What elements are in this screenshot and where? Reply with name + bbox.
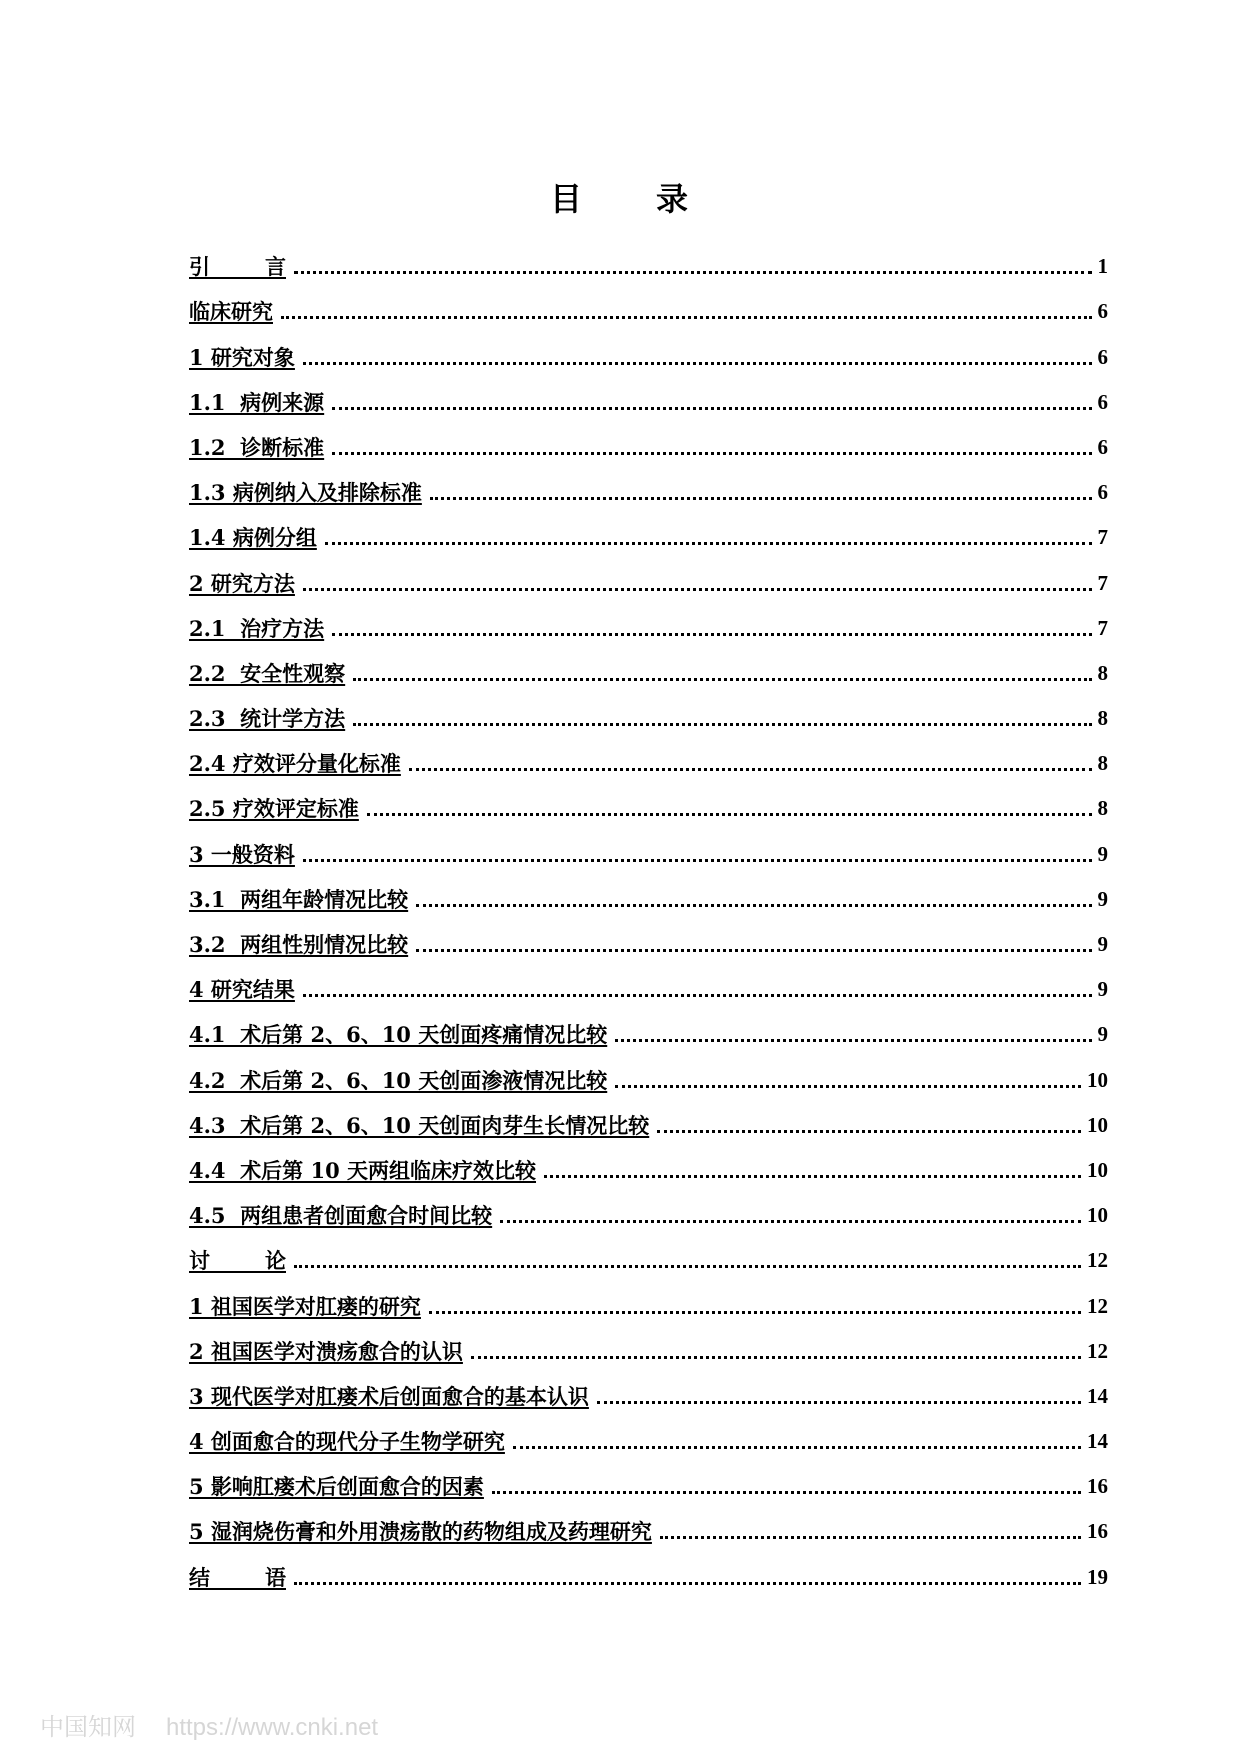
toc-entry-label[interactable]: 1.4 病例分组	[189, 525, 317, 551]
dot-leader	[332, 452, 1091, 455]
dot-leader	[303, 994, 1092, 997]
dot-leader	[325, 542, 1092, 545]
dot-leader	[430, 497, 1092, 500]
toc-entry-label[interactable]: 4.1 术后第 2、6、10 天创面疼痛情况比较	[189, 1022, 608, 1048]
toc-entry-page-number: 6	[1097, 344, 1108, 369]
toc-entry-label[interactable]: 3.2 两组性别情况比较	[189, 932, 409, 957]
toc-entry[interactable]	[189, 1325, 1108, 1370]
toc-entry[interactable]	[189, 963, 1108, 1008]
page-title	[0, 174, 1240, 220]
toc-entry[interactable]	[189, 466, 1108, 511]
toc-entry[interactable]	[189, 1279, 1108, 1324]
toc-entry[interactable]	[189, 1550, 1108, 1595]
dot-leader	[500, 1220, 1081, 1223]
toc-entry-page-number: 14	[1087, 1429, 1108, 1454]
dot-leader	[294, 1265, 1081, 1268]
dot-leader	[657, 1130, 1081, 1133]
toc-entry[interactable]	[189, 1460, 1108, 1505]
toc-entry-label[interactable]: 1 研究对象	[189, 344, 295, 370]
table-of-contents	[189, 240, 1108, 1596]
toc-entry-label[interactable]: 1 祖国医学对肛瘘的研究	[189, 1293, 421, 1319]
toc-entry-page-number: 10	[1087, 1112, 1108, 1137]
toc-entry-page-number: 6	[1097, 434, 1108, 459]
toc-entry[interactable]	[189, 1144, 1108, 1189]
dot-leader	[416, 904, 1091, 907]
toc-entry-page-number: 9	[1097, 932, 1108, 956]
toc-entry-page-number: 1	[1097, 254, 1108, 279]
toc-entry-page-number: 6	[1097, 480, 1108, 505]
toc-entry[interactable]	[189, 1053, 1108, 1098]
toc-entry-page-number: 9	[1097, 886, 1108, 911]
dot-leader	[367, 813, 1092, 816]
toc-entry[interactable]	[189, 1189, 1108, 1234]
toc-entry-label[interactable]: 4.4 术后第 10 天两组临床疗效比较	[189, 1157, 537, 1183]
toc-entry-label[interactable]: 2.1 治疗方法	[189, 615, 325, 641]
dot-leader	[513, 1446, 1081, 1449]
toc-entry-label[interactable]: 2.5 疗效评定标准	[189, 796, 359, 822]
toc-entry[interactable]	[189, 1370, 1108, 1415]
toc-entry-page-number: 10	[1087, 1203, 1108, 1228]
toc-entry-label[interactable]: 结 语	[189, 1564, 286, 1590]
toc-entry[interactable]	[189, 918, 1108, 963]
toc-entry-page-number: 12	[1087, 1248, 1108, 1273]
toc-entry[interactable]	[189, 556, 1108, 601]
toc-entry[interactable]	[189, 421, 1108, 466]
toc-entry-label[interactable]: 2.4 疗效评分量化标准	[189, 751, 401, 777]
toc-entry-label[interactable]: 3.1 两组年龄情况比较	[189, 886, 409, 912]
watermark-logo: 中国知网	[40, 1714, 136, 1741]
dot-leader	[416, 949, 1091, 952]
toc-entry-label[interactable]: 2.2 安全性观察	[189, 660, 346, 686]
dot-leader	[332, 633, 1091, 636]
toc-entry-label[interactable]: 临床研究	[189, 299, 273, 325]
toc-entry[interactable]	[189, 602, 1108, 647]
toc-entry[interactable]	[189, 240, 1108, 285]
toc-entry[interactable]	[189, 873, 1108, 918]
toc-entry-page-number: 6	[1097, 299, 1108, 324]
toc-entry-label[interactable]: 4.2 术后第 2、6、10 天创面渗液情况比较	[189, 1067, 608, 1093]
dot-leader	[429, 1311, 1081, 1314]
toc-entry-page-number: 8	[1097, 660, 1108, 685]
dot-leader	[353, 723, 1091, 726]
toc-entry-label[interactable]: 5 湿润烧伤膏和外用溃疡散的药物组成及药理研究	[189, 1519, 652, 1545]
dot-leader	[492, 1491, 1081, 1494]
toc-entry-page-number: 19	[1087, 1564, 1108, 1589]
toc-entry-label[interactable]: 4.3 术后第 2、6、10 天创面肉芽生长情况比较	[189, 1112, 650, 1138]
toc-entry-page-number: 9	[1097, 1022, 1108, 1047]
dot-leader	[615, 1039, 1091, 1042]
dot-leader	[303, 362, 1092, 365]
toc-entry-label[interactable]: 4 研究结果	[189, 977, 295, 1003]
toc-entry-page-number: 14	[1087, 1383, 1108, 1408]
toc-entry[interactable]	[189, 692, 1108, 737]
dot-leader	[544, 1175, 1081, 1178]
toc-entry[interactable]	[189, 511, 1108, 556]
dot-leader	[281, 316, 1092, 319]
toc-entry-page-number: 10	[1087, 1067, 1108, 1092]
toc-entry-page-number: 7	[1097, 615, 1108, 640]
title-char-1: 目	[549, 180, 584, 218]
toc-entry-page-number: 8	[1097, 751, 1108, 776]
dot-leader	[303, 588, 1092, 591]
dot-leader	[615, 1085, 1081, 1088]
toc-entry-page-number: 16	[1087, 1474, 1108, 1499]
watermark	[40, 1707, 378, 1742]
toc-entry-page-number: 8	[1097, 706, 1108, 731]
dot-leader	[294, 1582, 1081, 1585]
toc-entry[interactable]	[189, 1008, 1108, 1053]
toc-entry[interactable]	[189, 737, 1108, 782]
dot-leader	[294, 271, 1092, 274]
toc-entry[interactable]	[189, 1099, 1108, 1144]
toc-entry-label[interactable]: 3 现代医学对肛瘘术后创面愈合的基本认识	[189, 1383, 589, 1409]
toc-entry-page-number: 8	[1097, 796, 1108, 821]
dot-leader	[597, 1401, 1081, 1404]
toc-entry-label[interactable]: 1.1 病例来源	[189, 389, 325, 415]
toc-entry[interactable]	[189, 285, 1108, 330]
toc-entry-page-number: 12	[1087, 1293, 1108, 1318]
toc-entry[interactable]	[189, 782, 1108, 827]
toc-entry-label[interactable]: 1.3 病例纳入及排除标准	[189, 480, 422, 506]
dot-leader	[471, 1356, 1081, 1359]
toc-entry[interactable]	[189, 1234, 1108, 1279]
toc-entry-label[interactable]: 4 创面愈合的现代分子生物学研究	[189, 1429, 505, 1455]
toc-entry-label[interactable]: 2 祖国医学对溃疡愈合的认识	[189, 1338, 463, 1364]
toc-entry[interactable]	[189, 827, 1108, 872]
toc-entry[interactable]	[189, 376, 1108, 421]
toc-entry[interactable]	[189, 647, 1108, 692]
dot-leader	[353, 678, 1091, 681]
toc-entry[interactable]	[189, 1415, 1108, 1460]
toc-entry-label[interactable]: 1.2 诊断标准	[189, 434, 325, 460]
dot-leader	[660, 1536, 1081, 1539]
toc-entry-label[interactable]: 5 影响肛瘘术后创面愈合的因素	[189, 1474, 484, 1500]
toc-entry-page-number: 16	[1087, 1519, 1108, 1544]
toc-entry-page-number: 6	[1097, 389, 1108, 414]
toc-entry-label[interactable]: 3 一般资料	[189, 841, 295, 867]
toc-entry-label[interactable]: 4.5 两组患者创面愈合时间比较	[189, 1203, 493, 1229]
dot-leader	[303, 859, 1092, 862]
toc-entry-label[interactable]: 讨 论	[189, 1248, 286, 1274]
toc-entry-label[interactable]: 2.3 统计学方法	[189, 706, 346, 732]
toc-entry[interactable]	[189, 1505, 1108, 1550]
toc-entry-page-number: 10	[1087, 1157, 1108, 1182]
toc-entry-page-number: 9	[1097, 977, 1108, 1002]
toc-entry[interactable]	[189, 330, 1108, 375]
title-char-2: 录	[656, 180, 691, 218]
toc-entry-page-number: 7	[1097, 570, 1108, 595]
watermark-url: https://www.cnki.net	[166, 1714, 379, 1741]
toc-entry-page-number: 12	[1087, 1338, 1108, 1363]
toc-entry-page-number: 9	[1097, 841, 1108, 866]
toc-entry-page-number: 7	[1097, 525, 1108, 550]
dot-leader	[332, 407, 1091, 410]
toc-entry-label[interactable]: 引 言	[189, 254, 286, 280]
dot-leader	[409, 768, 1092, 771]
toc-entry-label[interactable]: 2 研究方法	[189, 570, 295, 596]
